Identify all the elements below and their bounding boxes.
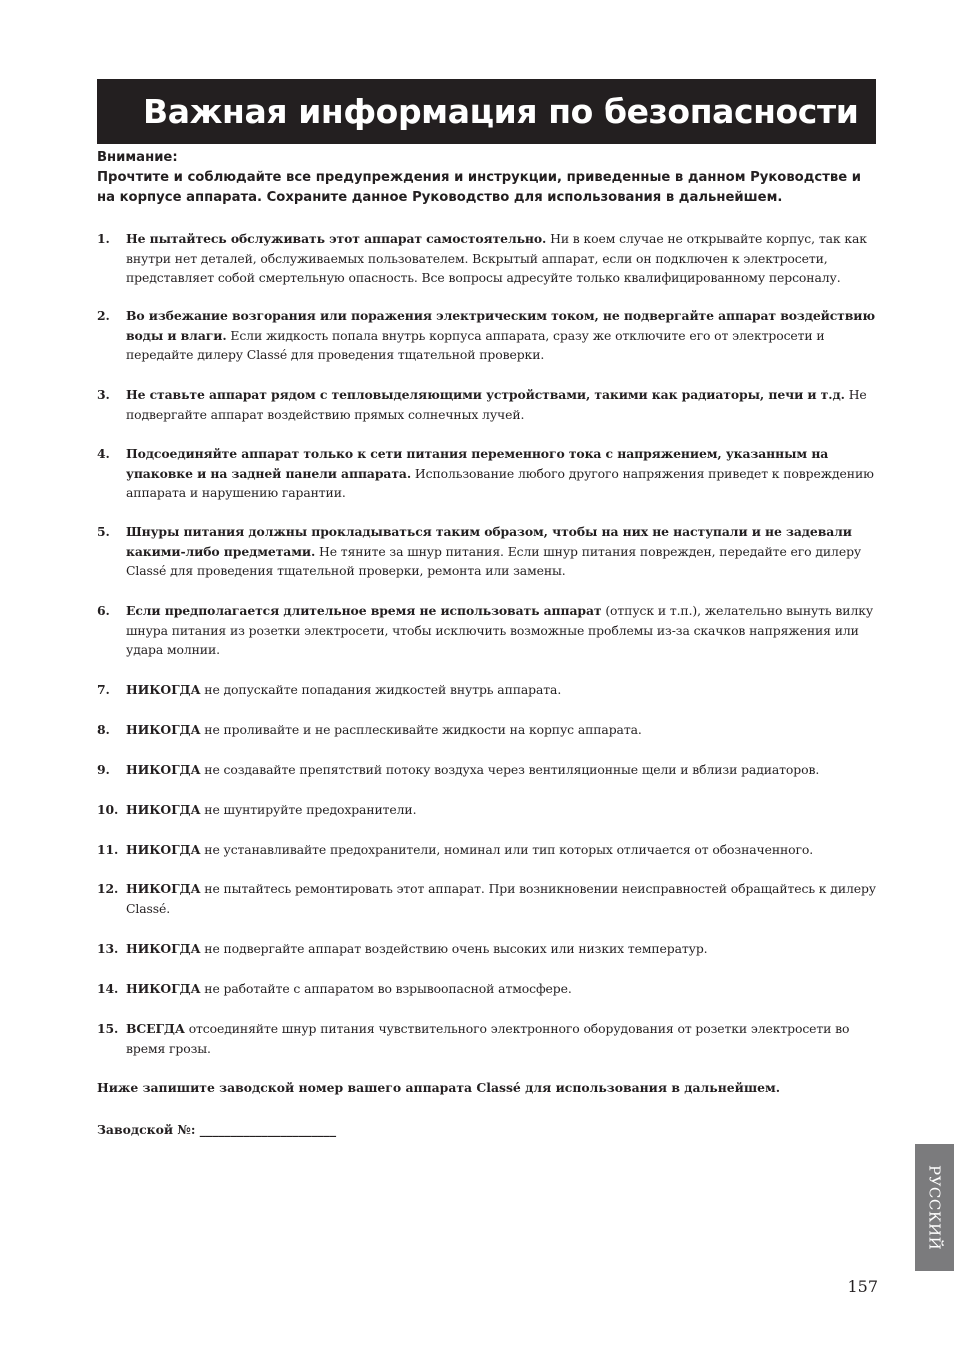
safety-item [97,879,876,918]
item-bold-text: НИКОГДА [126,941,201,956]
item-number: 2. [97,308,110,323]
page-title: Важная информация по безопасности [143,92,859,131]
attention-text: Прочтите и соблюдайте все предупреждения и инструкции, приведенные в данном Руководстве и на корпусе аппарата. Сохраните данное Руководство для использования в дальнейшем. [97,170,861,205]
item-text: (отпуск и т.п.), желательно вынуть вилку шнура питания из розетки электросети, чтобы исключить возможные проблемы из-за скачков напряжения или удара молнии. [126,603,874,658]
item-text: отсоединяйте шнур питания чувствительного электронного оборудования от розетки электросети во время грозы. [126,1021,850,1056]
item-bold-text: Не ставьте аппарат рядом с тепловыделяющими устройствами, такими как радиаторы, печи и т.д. [126,387,845,402]
item-bold-text: НИКОГДА [126,682,201,697]
safety-item [97,385,876,424]
item-text: не допускайте попадания жидкостей внутрь аппарата. [204,682,562,697]
title-bar [97,79,876,144]
language-tab [915,1144,954,1271]
safety-item [97,939,876,959]
item-number: 11. [97,842,119,857]
item-bold-text: НИКОГДА [126,762,201,777]
item-number: 13. [97,941,119,956]
item-bold-text: НИКОГДА [126,981,201,996]
item-number: 1. [97,231,110,246]
item-text: Не тяните за шнур питания. Если шнур питания поврежден, передайте его дилеру Classé для проведения тщательной проверки, ремонта или замены. [126,543,862,579]
item-bold-text: Подсоединяйте аппарат только к сети питания переменного тока с напряжением, указанным на упаковке и на задней панели аппарата. [126,446,829,481]
item-text: Не подвергайте аппарат воздействию прямых солнечных лучей. [126,387,867,422]
item-number: 12. [97,881,119,896]
attention-block [97,148,876,208]
page-number: 157 [847,1277,878,1296]
item-bold-text: НИКОГДА [126,842,201,857]
safety-item [97,601,876,660]
serial-number-field: Заводской №: ______________________ [97,1122,337,1137]
safety-item [97,800,876,820]
item-number: 5. [97,524,110,539]
item-number: 8. [97,722,110,737]
item-bold-text: НИКОГДА [126,881,201,896]
item-text: не устанавливайте предохранители, номинал или тип которых отличается от обозначенного. [204,842,814,857]
item-text: Использование любого другого напряжения приведет к повреждению аппарата и нарушению гарантии. [126,465,874,501]
serial-note: Ниже запишите заводской номер вашего аппарата Classé для использования в дальнейшем. [97,1080,781,1095]
item-text: не работайте с аппаратом во взрывоопасной атмосфере. [204,981,572,996]
item-bold-text: Не пытайтесь обслуживать этот аппарат самостоятельно. [126,231,547,246]
item-bold-text: НИКОГДА [126,722,201,737]
safety-item [97,444,876,503]
item-text: не пытайтесь ремонтировать этот аппарат. При возникновении неисправностей обращайтесь к дилеру Classé. [126,881,877,916]
item-number: 9. [97,762,110,777]
item-number: 7. [97,682,110,697]
item-text: не шунтируйте предохранители. [204,802,417,817]
safety-item [97,979,876,999]
item-number: 4. [97,446,110,461]
safety-item [97,760,876,780]
safety-item [97,522,876,581]
item-number: 10. [97,802,119,817]
item-bold-text: Если предполагается длительное время не использовать аппарат [126,603,602,618]
safety-item [97,720,876,740]
attention-label: Внимание: [97,150,178,165]
item-number: 14. [97,981,119,996]
item-bold-text: Во избежание возгорания или поражения электрическим током, не подвергайте аппарат воздействию воды и влаги. [126,308,875,343]
item-number: 15. [97,1021,119,1036]
item-text: Ни в коем случае не открывайте корпус, так как внутри нет деталей, обслуживаемых пользователем. Вскрытый аппарат, если он подключен к электросети, представляет собой смертельную опасность. Все вопросы адресуйте только квалифицированному персоналу. [126,231,867,286]
safety-item [97,229,876,288]
safety-item [97,1019,876,1058]
item-number: 3. [97,387,110,402]
item-bold-text: ВСЕГДА [126,1021,185,1036]
item-text: не подвергайте аппарат воздействию очень высоких или низких температур. [204,941,708,956]
item-bold-text: Шнуры питания должны прокладываться таким образом, чтобы на них не наступали и не задевали какими-либо предметами. [126,524,852,559]
item-text: не создавайте препятствий потоку воздуха через вентиляционные щели и вблизи радиаторов. [204,762,820,777]
item-bold-text: НИКОГДА [126,802,201,817]
item-text: не проливайте и не расплескивайте жидкости на корпус аппарата. [204,722,642,737]
item-text: Если жидкость попала внутрь корпуса аппарата, сразу же отключите его от электросети и передайте дилеру Classé для проведения тщательной проверки. [126,327,825,363]
safety-item [97,306,876,365]
language-tab-label: РУССКИЙ [925,1164,944,1251]
safety-item [97,680,876,700]
item-number: 6. [97,603,110,618]
safety-item [97,840,876,860]
